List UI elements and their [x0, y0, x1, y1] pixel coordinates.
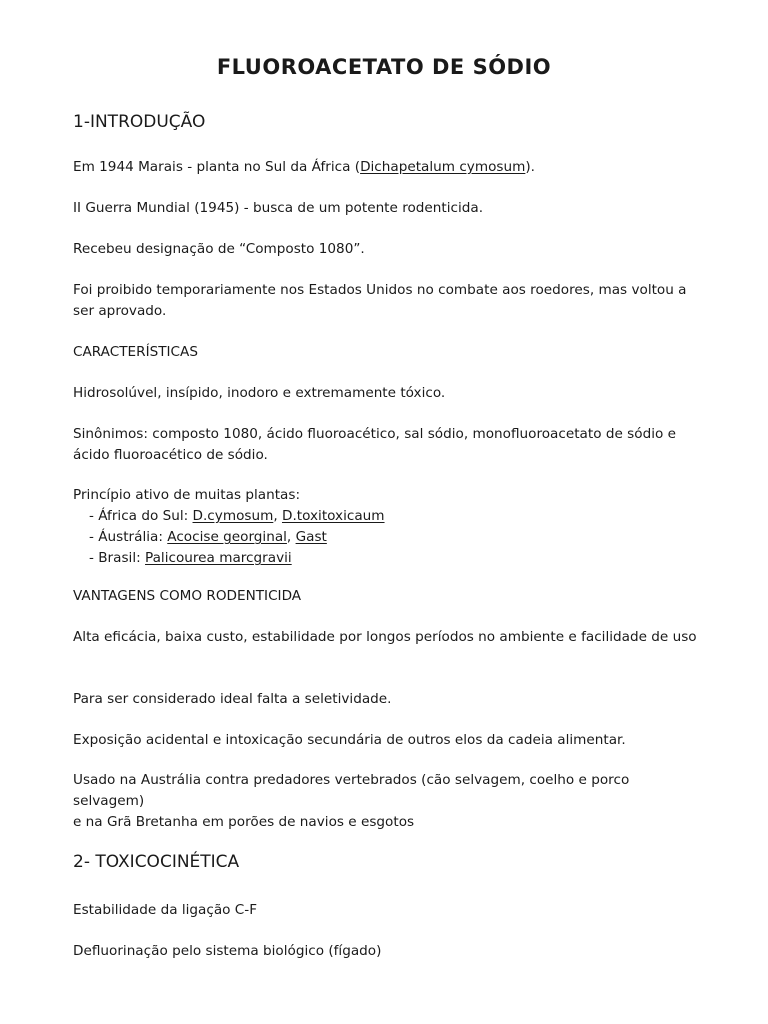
vantagens-p4-line1: Usado na Austrália contra predadores vertebrados (cão selvagem, coelho e porco selvagem) [73, 772, 630, 809]
plants-list-intro: Princípio ativo de muitas plantas: [73, 487, 301, 503]
vantagens-p4-line2: e na Grã Bretanha em porões de navios e esgotos [73, 814, 415, 830]
document-title: FLUOROACETATO DE SÓDIO [216, 55, 552, 79]
plants-list [73, 485, 703, 569]
toxicocinetica-paragraph-1: Estabilidade da ligação C-F [73, 902, 258, 918]
list-separator: , [273, 508, 282, 524]
vantagens-paragraph-4 [73, 770, 703, 833]
list-item-label: - África do Sul: [89, 508, 193, 524]
caracteristicas-paragraph-1: Hidrosolúvel, insípido, inodoro e extremamente tóxico. [73, 385, 446, 401]
subheading-vantagens: VANTAGENS COMO RODENTICIDA [73, 588, 302, 604]
list-separator: , [286, 529, 296, 545]
vantagens-paragraph-2: Para ser considerado ideal falta a seletividade. [73, 691, 392, 707]
vantagens-paragraph-3: Exposição acidental e intoxicação secundária de outros elos da cadeia alimentar. [73, 732, 626, 748]
species-acocise: Acocise georginal [167, 529, 287, 545]
species-dichapetalum: Dichapetalum cymosum [360, 159, 526, 175]
list-item [73, 506, 703, 527]
intro-p1-end: ). [525, 159, 535, 175]
intro-p1-text: Em 1944 Marais - planta no Sul da África ( [73, 159, 361, 175]
list-item [73, 548, 703, 569]
intro-paragraph-2: II Guerra Mundial (1945) - busca de um potente rodenticida. [73, 200, 484, 216]
section-heading-toxicocinetica: 2- TOXICOCINÉTICA [73, 852, 240, 872]
toxicocinetica-paragraph-2: Defluorinação pelo sistema biológico (fígado) [73, 943, 382, 959]
intro-paragraph-1 [73, 157, 703, 178]
list-item [73, 527, 703, 548]
intro-paragraph-3: Recebeu designação de “Composto 1080”. [73, 241, 365, 257]
species-d-cymosum: D.cymosum [192, 508, 274, 524]
section-heading-introducao: 1-INTRODUÇÃO [73, 112, 206, 132]
species-d-toxitoxicaum: D.toxitoxicaum [281, 508, 385, 524]
species-gast: Gast [295, 529, 327, 545]
species-palicourea: Palicourea marcgravii [145, 550, 292, 566]
list-item-label: - Brasil: [89, 550, 146, 566]
vantagens-paragraph-1: Alta eficácia, baixa custo, estabilidade por longos períodos no ambiente e facilidade de uso [73, 629, 697, 645]
list-item-label: - Áustrália: [89, 529, 168, 545]
subheading-caracteristicas: CARACTERÍSTICAS [73, 344, 198, 360]
intro-paragraph-4: Foi proibido temporariamente nos Estados Unidos no combate aos roedores, mas voltou a ser aprovado. [73, 282, 687, 319]
caracteristicas-paragraph-2: Sinônimos: composto 1080, ácido fluoroacético, sal sódio, monofluoroacetato de sódio e ácido fluoroacético de sódio. [73, 426, 676, 463]
